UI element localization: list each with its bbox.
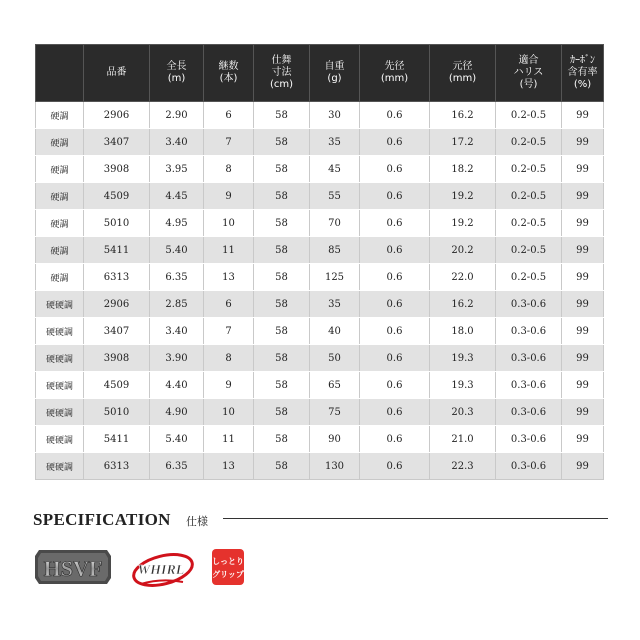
table-cell: 硬硬調	[36, 453, 84, 480]
table-cell: 22.3	[430, 453, 496, 480]
table-row	[36, 318, 604, 345]
table-cell: 0.6	[360, 318, 430, 345]
grip-logo	[211, 548, 245, 586]
table-cell: 99	[562, 264, 604, 291]
table-cell: 0.2-0.5	[496, 237, 562, 264]
table-cell: 58	[254, 372, 310, 399]
table-cell: 125	[310, 264, 360, 291]
table-cell: 6313	[84, 264, 150, 291]
table-cell: 硬硬調	[36, 291, 84, 318]
table-cell: 4509	[84, 372, 150, 399]
table-cell: 3908	[84, 345, 150, 372]
hsvf-logo	[33, 548, 113, 586]
table-cell: 2906	[84, 291, 150, 318]
column-header: 品番	[84, 45, 150, 102]
table-cell: 20.2	[430, 237, 496, 264]
table-cell: 3.40	[150, 318, 204, 345]
table-row	[36, 264, 604, 291]
table-cell: 55	[310, 183, 360, 210]
table-cell: 21.0	[430, 426, 496, 453]
table-cell: 6.35	[150, 264, 204, 291]
table-cell: 硬硬調	[36, 318, 84, 345]
table-cell: 70	[310, 210, 360, 237]
table-cell: 0.6	[360, 399, 430, 426]
table-cell: 99	[562, 291, 604, 318]
table-cell: 硬調	[36, 264, 84, 291]
table-cell: 5.40	[150, 237, 204, 264]
table-cell: 99	[562, 102, 604, 129]
table-cell: 65	[310, 372, 360, 399]
column-header: 継数 (本)	[204, 45, 254, 102]
table-cell: 58	[254, 264, 310, 291]
table-cell: 硬調	[36, 210, 84, 237]
table-cell: 硬調	[36, 237, 84, 264]
table-cell: 0.6	[360, 372, 430, 399]
table-cell: 4509	[84, 183, 150, 210]
table-cell: 45	[310, 156, 360, 183]
table-cell: 0.6	[360, 264, 430, 291]
table-cell: 0.6	[360, 129, 430, 156]
table-cell: 0.2-0.5	[496, 102, 562, 129]
column-header: 仕舞 寸法 (cm)	[254, 45, 310, 102]
table-cell: 58	[254, 102, 310, 129]
table-cell: 58	[254, 399, 310, 426]
table-row	[36, 129, 604, 156]
table-cell: 50	[310, 345, 360, 372]
svg-text:HSVF: HSVF	[43, 556, 103, 581]
table-cell: 90	[310, 426, 360, 453]
column-header: ｶｰﾎﾞﾝ 含有率 (%)	[562, 45, 604, 102]
table-row	[36, 426, 604, 453]
table-cell: 硬調	[36, 183, 84, 210]
table-cell: 58	[254, 291, 310, 318]
table-cell: 16.2	[430, 102, 496, 129]
table-cell: 9	[204, 183, 254, 210]
table-cell: 58	[254, 210, 310, 237]
table-row	[36, 210, 604, 237]
svg-text:グリップ: グリップ	[212, 570, 244, 579]
column-header	[36, 45, 84, 102]
table-cell: 130	[310, 453, 360, 480]
table-cell: 11	[204, 237, 254, 264]
column-header: 先径 (mm)	[360, 45, 430, 102]
table-cell: 99	[562, 129, 604, 156]
table-cell: 35	[310, 129, 360, 156]
table-cell: 18.0	[430, 318, 496, 345]
table-cell: 99	[562, 318, 604, 345]
table-cell: 0.6	[360, 210, 430, 237]
table-cell: 7	[204, 318, 254, 345]
table-cell: 99	[562, 210, 604, 237]
whirl-logo	[127, 548, 195, 590]
svg-text:しっとり: しっとり	[212, 557, 244, 566]
table-cell: 硬硬調	[36, 345, 84, 372]
table-row	[36, 291, 604, 318]
table-cell: 6	[204, 291, 254, 318]
table-cell: 19.2	[430, 210, 496, 237]
section-divider	[223, 518, 608, 519]
table-cell: 18.2	[430, 156, 496, 183]
table-cell: 13	[204, 453, 254, 480]
table-cell: 30	[310, 102, 360, 129]
table-cell: 8	[204, 156, 254, 183]
table-row	[36, 237, 604, 264]
table-cell: 硬調	[36, 102, 84, 129]
spec-table	[35, 44, 604, 480]
table-cell: 99	[562, 453, 604, 480]
table-cell: 0.6	[360, 453, 430, 480]
table-cell: 6.35	[150, 453, 204, 480]
table-cell: 20.3	[430, 399, 496, 426]
table-cell: 9	[204, 372, 254, 399]
table-cell: 58	[254, 453, 310, 480]
table-cell: 99	[562, 399, 604, 426]
table-cell: 5010	[84, 399, 150, 426]
table-cell: 58	[254, 345, 310, 372]
table-cell: 58	[254, 183, 310, 210]
table-cell: 3908	[84, 156, 150, 183]
table-cell: 99	[562, 426, 604, 453]
table-cell: 硬調	[36, 129, 84, 156]
table-cell: 0.6	[360, 291, 430, 318]
table-cell: 5411	[84, 426, 150, 453]
table-cell: 13	[204, 264, 254, 291]
table-cell: 5.40	[150, 426, 204, 453]
svg-text:WHIRL: WHIRL	[137, 563, 185, 578]
table-cell: 16.2	[430, 291, 496, 318]
table-cell: 58	[254, 426, 310, 453]
table-cell: 85	[310, 237, 360, 264]
table-cell: 0.6	[360, 156, 430, 183]
table-cell: 硬硬調	[36, 426, 84, 453]
table-cell: 0.3-0.6	[496, 291, 562, 318]
table-cell: 5411	[84, 237, 150, 264]
table-cell: 0.2-0.5	[496, 264, 562, 291]
table-cell: 0.6	[360, 102, 430, 129]
table-cell: 5010	[84, 210, 150, 237]
table-cell: 11	[204, 426, 254, 453]
table-cell: 4.90	[150, 399, 204, 426]
table-cell: 3.90	[150, 345, 204, 372]
table-cell: 19.2	[430, 183, 496, 210]
table-cell: 2.85	[150, 291, 204, 318]
table-cell: 58	[254, 237, 310, 264]
table-cell: 4.45	[150, 183, 204, 210]
table-cell: 19.3	[430, 345, 496, 372]
table-cell: 0.3-0.6	[496, 453, 562, 480]
table-row	[36, 183, 604, 210]
table-row	[36, 345, 604, 372]
table-cell: 0.6	[360, 426, 430, 453]
table-cell: 99	[562, 183, 604, 210]
column-header: 自重 (g)	[310, 45, 360, 102]
table-cell: 99	[562, 237, 604, 264]
table-cell: 0.6	[360, 183, 430, 210]
table-cell: 99	[562, 372, 604, 399]
table-cell: 75	[310, 399, 360, 426]
section-title: SPECIFICATION	[33, 510, 171, 529]
table-cell: 0.3-0.6	[496, 399, 562, 426]
table-cell: 硬硬調	[36, 399, 84, 426]
table-cell: 3.40	[150, 129, 204, 156]
table-cell: 0.3-0.6	[496, 372, 562, 399]
table-body	[36, 102, 604, 480]
table-cell: 6	[204, 102, 254, 129]
table-cell: 58	[254, 318, 310, 345]
table-cell: 0.3-0.6	[496, 345, 562, 372]
table-cell: 22.0	[430, 264, 496, 291]
table-cell: 40	[310, 318, 360, 345]
table-cell: 0.2-0.5	[496, 129, 562, 156]
section-subtitle: 仕様	[186, 515, 208, 528]
table-cell: 4.95	[150, 210, 204, 237]
table-cell: 8	[204, 345, 254, 372]
table-cell: 3407	[84, 129, 150, 156]
table-cell: 硬硬調	[36, 372, 84, 399]
table-cell: 7	[204, 129, 254, 156]
table-cell: 19.3	[430, 372, 496, 399]
table-cell: 0.6	[360, 237, 430, 264]
table-cell: 4.40	[150, 372, 204, 399]
table-row	[36, 156, 604, 183]
table-cell: 17.2	[430, 129, 496, 156]
table-cell: 0.3-0.6	[496, 426, 562, 453]
table-cell: 3407	[84, 318, 150, 345]
table-row	[36, 102, 604, 129]
table-cell: 0.2-0.5	[496, 210, 562, 237]
table-header-row	[36, 45, 604, 102]
table-cell: 99	[562, 156, 604, 183]
table-cell: 0.6	[360, 345, 430, 372]
table-cell: 99	[562, 345, 604, 372]
column-header: 全長 (m)	[150, 45, 204, 102]
table-cell: 2.90	[150, 102, 204, 129]
table-cell: 3.95	[150, 156, 204, 183]
table-cell: 10	[204, 210, 254, 237]
table-row	[36, 399, 604, 426]
table-cell: 0.2-0.5	[496, 156, 562, 183]
table-cell: 58	[254, 129, 310, 156]
column-header: 元径 (mm)	[430, 45, 496, 102]
table-cell: 10	[204, 399, 254, 426]
table-cell: 35	[310, 291, 360, 318]
table-cell: 0.3-0.6	[496, 318, 562, 345]
table-row	[36, 372, 604, 399]
column-header: 適合 ハリス (号)	[496, 45, 562, 102]
table-cell: 6313	[84, 453, 150, 480]
table-cell: 硬調	[36, 156, 84, 183]
table-cell: 58	[254, 156, 310, 183]
table-row	[36, 453, 604, 480]
table-cell: 0.2-0.5	[496, 183, 562, 210]
table-cell: 2906	[84, 102, 150, 129]
